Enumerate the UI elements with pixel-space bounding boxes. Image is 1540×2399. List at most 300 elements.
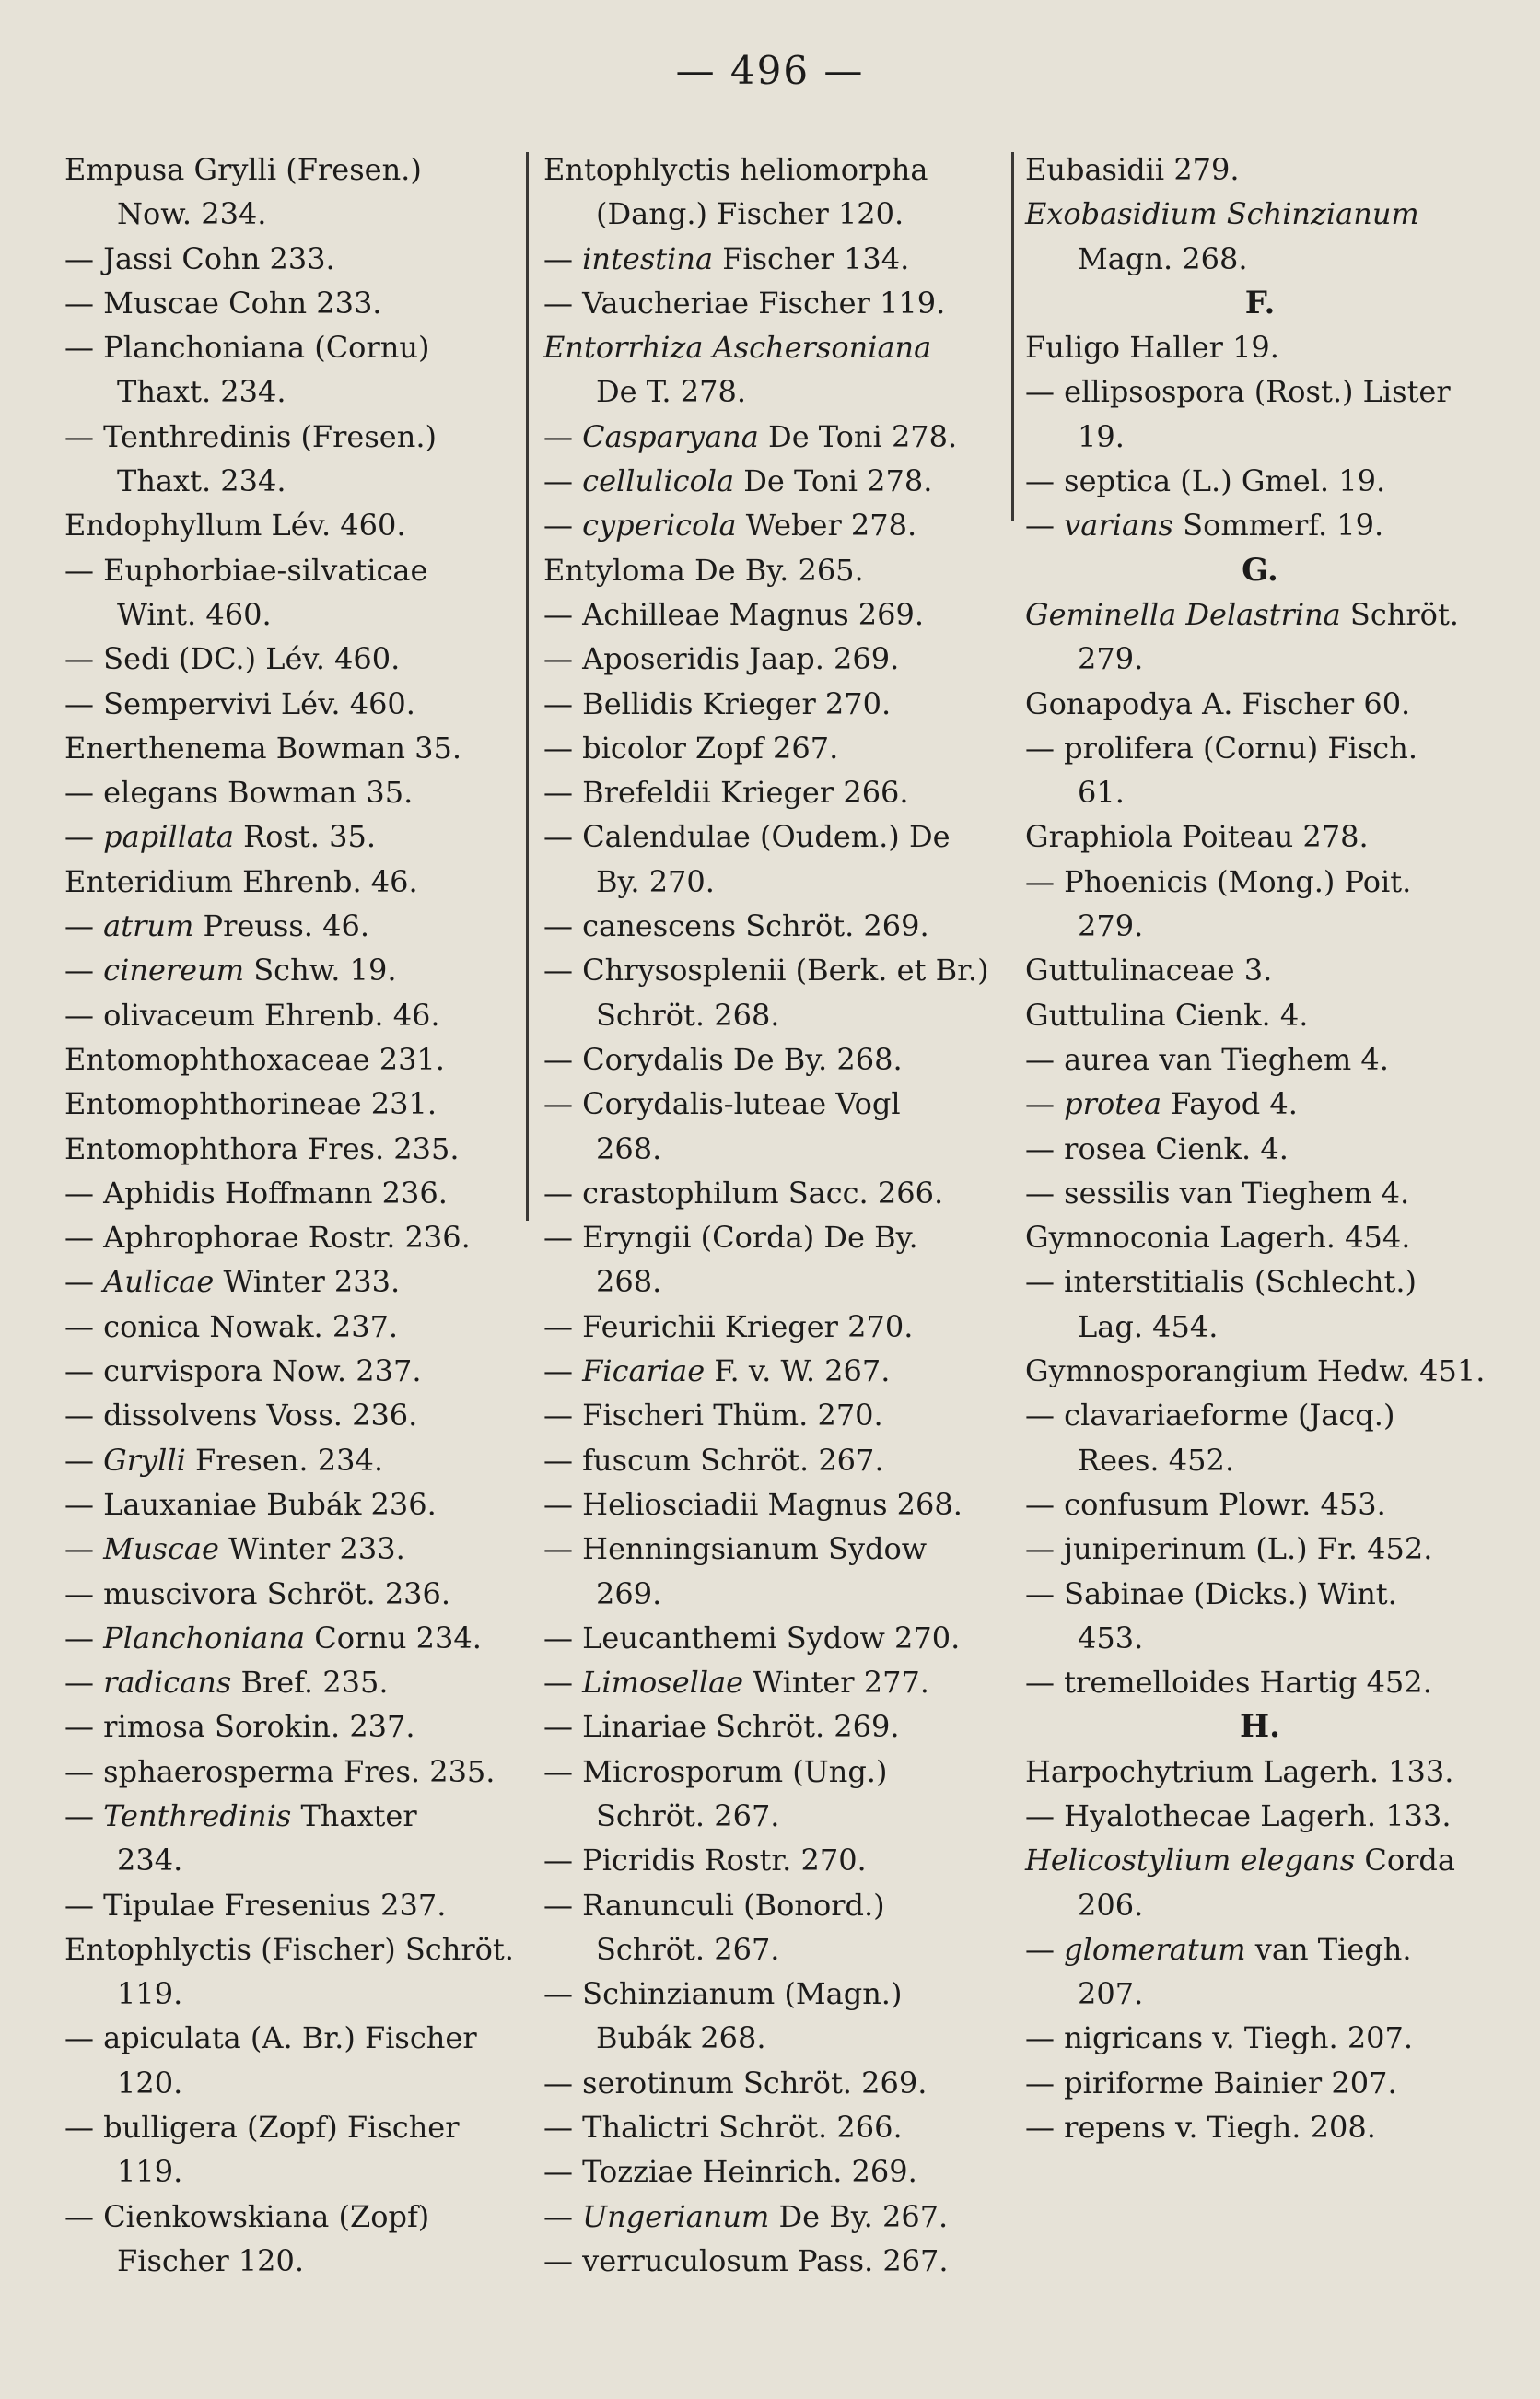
italic-name: glomeratum <box>1064 1931 1246 1967</box>
index-entry <box>543 814 1004 859</box>
entry-text: — Bellidis Krieger 270. <box>543 685 892 721</box>
entry-text: Corda <box>1355 1843 1455 1878</box>
index-entry <box>64 1349 516 1393</box>
entry-text: — bicolor Zopf 267. <box>543 730 839 766</box>
entry-text: — Chrysosplenii (Berk. et Br.) <box>543 953 989 989</box>
index-entry <box>1025 948 1495 992</box>
italic-name: Tenthredinis <box>103 1797 292 1833</box>
index-entry <box>64 237 516 281</box>
index-entry <box>64 503 516 547</box>
index-entry <box>64 637 516 681</box>
entry-text: — <box>543 508 583 544</box>
index-entry <box>543 1972 1004 2016</box>
entry-text: Winter 233. <box>214 1264 401 1300</box>
italic-name: papillata <box>103 819 234 855</box>
entry-text: — muscivora Schröt. 236. <box>64 1575 451 1611</box>
index-entry <box>1025 592 1495 637</box>
index-entry <box>1025 1127 1495 1171</box>
section-letter: H. <box>1240 1708 1280 1746</box>
index-entry <box>1025 1171 1495 1215</box>
index-entry <box>64 1616 516 1660</box>
index-entry-continuation <box>1025 637 1495 681</box>
entry-text: 120. <box>117 2065 183 2101</box>
index-entry <box>1025 814 1495 859</box>
entry-text: Graphiola Poiteau 278. <box>1025 819 1369 855</box>
italic-name: atrum <box>103 908 194 944</box>
index-entry <box>1025 1349 1495 1393</box>
entry-text: — <box>64 819 104 855</box>
index-entry <box>64 860 516 904</box>
index-entry <box>64 2194 516 2239</box>
entry-text: 207. <box>1078 1976 1144 2012</box>
entry-text: De By. 267. <box>769 2198 949 2234</box>
entry-text: Preuss. 46. <box>193 908 369 944</box>
index-entry <box>543 1171 1004 1215</box>
index-entry <box>1025 369 1495 414</box>
entry-text: Guttulinaceae 3. <box>1025 953 1273 989</box>
index-entry <box>1025 147 1495 192</box>
index-entry <box>64 1704 516 1749</box>
index-entry <box>543 237 1004 281</box>
entry-text: 234. <box>117 1843 183 1878</box>
index-entry <box>1025 1215 1495 1259</box>
index-entry <box>543 503 1004 547</box>
italic-name: Exobasidium Schinzianum <box>1025 196 1419 232</box>
entry-text: — Euphorbiae-silvaticae <box>64 552 428 588</box>
entry-text: Gymnoconia Lagerh. 454. <box>1025 1220 1411 1256</box>
index-entry <box>64 726 516 770</box>
index-entry-continuation <box>64 1838 516 1882</box>
index-entry <box>543 682 1004 726</box>
entry-text: Wint. 460. <box>117 596 272 632</box>
index-entry <box>64 1750 516 1794</box>
entry-text: — Thalictri Schröt. 266. <box>543 2110 903 2146</box>
entry-text: — Aposeridis Jaap. 269. <box>543 641 900 677</box>
entry-text: De Toni 278. <box>758 418 958 454</box>
entry-text: Harpochytrium Lagerh. 133. <box>1025 1753 1454 1789</box>
index-entry <box>543 2194 1004 2239</box>
entry-text: 119. <box>117 1976 183 2012</box>
index-entry <box>543 904 1004 948</box>
index-entry <box>64 1438 516 1482</box>
index-entry-continuation <box>64 592 516 637</box>
entry-text: — elegans Bowman 35. <box>64 775 414 811</box>
entry-text: Gymnosporangium Hedw. 451. <box>1025 1353 1486 1389</box>
index-entry <box>543 592 1004 637</box>
entry-text: — verruculosum Pass. 267. <box>543 2242 949 2278</box>
index-entry <box>64 1215 516 1259</box>
index-entry-continuation <box>543 192 1004 236</box>
index-entry-continuation <box>1025 415 1495 459</box>
italic-name: protea <box>1064 1086 1162 1122</box>
index-entry-continuation <box>543 1127 1004 1171</box>
index-entry <box>543 1750 1004 1794</box>
index-entry <box>64 814 516 859</box>
entry-text: Fischer 134. <box>713 240 910 276</box>
index-entry <box>64 1305 516 1349</box>
italic-name: Aulicae <box>103 1264 215 1300</box>
entry-text: — serotinum Schröt. 269. <box>543 2065 928 2101</box>
entry-text: — Hyalothecae Lagerh. 133. <box>1025 1797 1452 1833</box>
index-entry <box>64 1883 516 1927</box>
index-entry <box>543 1883 1004 1927</box>
entry-text: — <box>1025 1086 1065 1122</box>
index-entry <box>1025 503 1495 547</box>
index-entry-continuation <box>64 2149 516 2194</box>
entry-text: — Calendulae (Oudem.) De <box>543 819 951 855</box>
entry-text: 206. <box>1078 1887 1144 1923</box>
entry-text: — crastophilum Sacc. 266. <box>543 1175 944 1211</box>
index-entry <box>543 1660 1004 1704</box>
entry-text: — Tipulae Fresenius 237. <box>64 1887 447 1923</box>
entry-text: — Achilleae Magnus 269. <box>543 596 925 632</box>
entry-text: Guttulina Cienk. 4. <box>1025 997 1309 1033</box>
italic-name: Planchoniana <box>103 1620 306 1656</box>
index-entry <box>1025 325 1495 369</box>
entry-text: Empusa Grylli (Fresen.) <box>64 152 422 187</box>
index-entry <box>64 1082 516 1126</box>
index-entry <box>64 1927 516 1972</box>
entry-text: (Dang.) Fischer 120. <box>596 196 904 232</box>
entry-text: — olivaceum Ehrenb. 46. <box>64 997 440 1033</box>
entry-text: — sessilis van Tieghem 4. <box>1025 1175 1410 1211</box>
italic-name: Grylli <box>103 1442 186 1478</box>
index-entry <box>543 1082 1004 1126</box>
entry-text: — bulligera (Zopf) Fischer <box>64 2110 460 2146</box>
entry-text: Fayod 4. <box>1161 1086 1298 1122</box>
index-column-3 <box>1025 147 1495 2149</box>
entry-text: By. 270. <box>596 863 715 899</box>
index-entry <box>543 2061 1004 2105</box>
entry-text: 268. <box>596 1130 662 1166</box>
index-entry <box>1025 459 1495 503</box>
entry-text: 119. <box>117 2154 183 2190</box>
index-entry <box>543 548 1004 592</box>
entry-text: — Corydalis De By. 268. <box>543 1041 903 1077</box>
entry-text: 61. <box>1078 775 1125 811</box>
entry-text: — Brefeldii Krieger 266. <box>543 775 909 811</box>
index-entry <box>1025 860 1495 904</box>
index-entry <box>1025 1572 1495 1616</box>
index-entry <box>543 1482 1004 1527</box>
entry-text: — interstitialis (Schlecht.) <box>1025 1264 1418 1300</box>
index-entry-continuation <box>64 2061 516 2105</box>
entry-text: Rees. 452. <box>1078 1442 1234 1478</box>
entry-text: — apiculata (A. Br.) Fischer <box>64 2020 477 2056</box>
entry-text: — <box>64 1531 104 1567</box>
index-entry-continuation <box>1025 770 1495 814</box>
index-entry <box>1025 2016 1495 2060</box>
entry-text: — repens v. Tiegh. 208. <box>1025 2110 1376 2146</box>
entry-text: Winter 277. <box>743 1665 929 1701</box>
entry-text: — <box>64 1264 104 1300</box>
index-entry-continuation <box>64 1972 516 2016</box>
entry-text: Endophyllum Lév. 460. <box>64 508 406 544</box>
index-entry <box>1025 192 1495 236</box>
index-entry-continuation <box>543 860 1004 904</box>
italic-name: Casparyana <box>582 418 759 454</box>
index-entry-continuation <box>543 993 1004 1037</box>
entry-text: — sphaerosperma Fres. 235. <box>64 1753 496 1789</box>
index-entry <box>543 1393 1004 1437</box>
italic-name: Muscae <box>103 1531 219 1567</box>
index-entry <box>1025 1037 1495 1082</box>
entry-text: — dissolvens Voss. 236. <box>64 1398 418 1434</box>
index-entry-continuation <box>543 2016 1004 2060</box>
entry-text: — Henningsianum Sydow <box>543 1531 928 1567</box>
section-letter: G. <box>1242 551 1278 589</box>
entry-text: van Tiegh. <box>1245 1931 1412 1967</box>
entry-text: Eubasidii 279. <box>1025 152 1240 187</box>
entry-text: — <box>64 953 104 989</box>
index-entry <box>64 548 516 592</box>
entry-text: — fuscum Schröt. 267. <box>543 1442 884 1478</box>
italic-name: Helicostylium elegans <box>1025 1843 1356 1878</box>
index-entry-continuation <box>64 369 516 414</box>
entry-text: — piriforme Bainier 207. <box>1025 2065 1397 2101</box>
index-entry <box>64 415 516 459</box>
index-entry <box>1025 1393 1495 1437</box>
index-entry <box>1025 1927 1495 1972</box>
index-column-2 <box>543 147 1004 2283</box>
entry-text: Weber 278. <box>736 508 917 544</box>
entry-text: — Jassi Cohn 233. <box>64 240 335 276</box>
index-entry <box>64 2016 516 2060</box>
index-entry <box>64 770 516 814</box>
entry-text: 19. <box>1078 418 1125 454</box>
index-entry <box>1025 993 1495 1037</box>
entry-text: Entomophthorineae 231. <box>64 1086 438 1122</box>
index-entry <box>64 1259 516 1304</box>
italic-name: cellulicola <box>582 463 735 499</box>
italic-name: intestina <box>582 240 714 276</box>
entry-text: — Linariae Schröt. 269. <box>543 1709 900 1745</box>
entry-text: Bubák 268. <box>596 2020 766 2056</box>
entry-text: — Ranunculi (Bonord.) <box>543 1887 885 1923</box>
entry-text: — Sempervivi Lév. 460. <box>64 685 415 721</box>
entry-text: — Planchoniana (Cornu) <box>64 330 430 366</box>
entry-text: — <box>543 463 583 499</box>
entry-text: — Aphidis Hoffmann 236. <box>64 1175 448 1211</box>
entry-text: — <box>64 1797 104 1833</box>
page-number: — 496 — <box>675 48 865 93</box>
index-entry <box>543 1349 1004 1393</box>
entry-text: — Tozziae Heinrich. 269. <box>543 2154 917 2190</box>
entry-text: — Fischeri Thüm. 270. <box>543 1398 883 1434</box>
index-entry <box>1025 1527 1495 1571</box>
index-entry <box>64 948 516 992</box>
entry-text: 453. <box>1078 1620 1144 1656</box>
entry-text: Rost. 35. <box>233 819 376 855</box>
index-entry <box>64 1527 516 1571</box>
entry-text: — confusum Plowr. 453. <box>1025 1486 1386 1522</box>
index-entry-continuation <box>543 1259 1004 1304</box>
entry-text: Fresen. 234. <box>185 1442 383 1478</box>
entry-text: Thaxt. 234. <box>117 463 286 499</box>
index-entry-continuation <box>1025 237 1495 281</box>
entry-text: Lag. 454. <box>1078 1308 1219 1344</box>
index-entry-continuation <box>543 1927 1004 1972</box>
entry-text: De T. 278. <box>596 374 746 410</box>
entry-text: Sommerf. 19. <box>1172 508 1384 544</box>
entry-text: Fischer 120. <box>117 2242 305 2278</box>
entry-text: Schw. 19. <box>244 953 397 989</box>
entry-text: — aurea van Tieghem 4. <box>1025 1041 1389 1077</box>
index-entry <box>64 1127 516 1171</box>
entry-text: — Sedi (DC.) Lév. 460. <box>64 641 401 677</box>
entry-text: — Picridis Rostr. 270. <box>543 1843 867 1878</box>
entry-text: Magn. 268. <box>1078 240 1248 276</box>
entry-text: 279. <box>1078 908 1144 944</box>
entry-text: — septica (L.) Gmel. 19. <box>1025 463 1386 499</box>
index-entry-continuation <box>1025 1883 1495 1927</box>
entry-text: — Cienkowskiana (Zopf) <box>64 2198 430 2234</box>
entry-text: Thaxt. 234. <box>117 374 286 410</box>
entry-text: — rosea Cienk. 4. <box>1025 1130 1289 1166</box>
index-entry-continuation <box>64 2239 516 2283</box>
index-entry <box>64 147 516 192</box>
entry-text: — Eryngii (Corda) De By. <box>543 1220 918 1256</box>
entry-text: — <box>64 1665 104 1701</box>
index-entry <box>64 1572 516 1616</box>
entry-text: — curvispora Now. 237. <box>64 1353 422 1389</box>
entry-text: 279. <box>1078 641 1144 677</box>
entry-text: — Tenthredinis (Fresen.) <box>64 418 437 454</box>
index-column-1 <box>64 147 516 2283</box>
index-entry <box>1025 1482 1495 1527</box>
italic-name: cypericola <box>582 508 737 544</box>
section-letter: F. <box>1244 284 1276 322</box>
index-entry <box>543 770 1004 814</box>
index-entry <box>1025 1838 1495 1882</box>
entry-text: — juniperinum (L.) Fr. 452. <box>1025 1531 1433 1567</box>
entry-text: — <box>64 1442 104 1478</box>
index-entry <box>64 904 516 948</box>
entry-text: — <box>64 1620 104 1656</box>
italic-name: Geminella Delastrina <box>1025 596 1341 632</box>
entry-text: — clavariaeforme (Jacq.) <box>1025 1398 1395 1434</box>
index-entry <box>543 2239 1004 2283</box>
entry-text: Fuligo Haller 19. <box>1025 330 1279 366</box>
index-entry-continuation <box>1025 1972 1495 2016</box>
index-entry-continuation <box>64 459 516 503</box>
index-entry <box>543 1616 1004 1660</box>
entry-text: — Vaucheriae Fischer 119. <box>543 285 946 321</box>
index-entry <box>1025 1660 1495 1704</box>
index-entry-continuation <box>1025 1305 1495 1349</box>
entry-text: De Toni 278. <box>734 463 933 499</box>
entry-text: F. v. W. 267. <box>705 1353 891 1389</box>
index-entry <box>543 147 1004 192</box>
entry-text: — Sabinae (Dicks.) Wint. <box>1025 1575 1397 1611</box>
entry-text: — <box>543 1665 583 1701</box>
entry-text: Entophlyctis heliomorpha <box>543 152 928 187</box>
entry-text: Schröt. 268. <box>596 997 780 1033</box>
index-entry <box>1025 1082 1495 1126</box>
entry-text: Entyloma De By. 265. <box>543 552 864 588</box>
index-entry <box>1025 682 1495 726</box>
italic-name: Ficariae <box>582 1353 706 1389</box>
index-entry <box>1025 1259 1495 1304</box>
index-entry <box>543 1037 1004 1082</box>
index-entry-continuation <box>543 369 1004 414</box>
entry-text: Schröt. <box>1340 596 1459 632</box>
column-divider <box>1011 152 1014 521</box>
index-entry <box>543 2105 1004 2149</box>
entry-text: — tremelloides Hartig 452. <box>1025 1665 1432 1701</box>
entry-text: — <box>543 1353 583 1389</box>
entry-text: — <box>543 240 583 276</box>
entry-text: Winter 233. <box>218 1531 405 1567</box>
entry-text: — Heliosciadii Magnus 268. <box>543 1486 962 1522</box>
index-entry <box>543 2149 1004 2194</box>
index-entry <box>1025 1750 1495 1794</box>
index-entry <box>543 1438 1004 1482</box>
index-entry-continuation <box>1025 1438 1495 1482</box>
index-entry <box>64 1794 516 1838</box>
entry-text: Gonapodya A. Fischer 60. <box>1025 685 1411 721</box>
entry-text: Schröt. 267. <box>596 1797 780 1833</box>
entry-text: Enteridium Ehrenb. 46. <box>64 863 418 899</box>
index-entry-continuation <box>543 1794 1004 1838</box>
index-entry <box>543 726 1004 770</box>
entry-text: Bref. 235. <box>231 1665 389 1701</box>
entry-text: 269. <box>596 1575 662 1611</box>
column-divider <box>526 152 529 1221</box>
entry-text: — rimosa Sorokin. 237. <box>64 1709 415 1745</box>
entry-text: — Feurichii Krieger 270. <box>543 1308 914 1344</box>
entry-text: — Lauxaniae Bubák 236. <box>64 1486 437 1522</box>
entry-text: — Corydalis-luteae Vogl <box>543 1086 901 1122</box>
index-entry <box>543 1838 1004 1882</box>
entry-text: — nigricans v. Tiegh. 207. <box>1025 2020 1414 2056</box>
index-entry <box>64 2105 516 2149</box>
entry-text: 268. <box>596 1264 662 1300</box>
index-entry-continuation <box>64 192 516 236</box>
entry-text: Now. 234. <box>117 196 267 232</box>
index-entry <box>543 325 1004 369</box>
index-entry <box>543 459 1004 503</box>
entry-text: — conica Nowak. 237. <box>64 1308 399 1344</box>
italic-name: cinereum <box>103 953 245 989</box>
entry-text: Cornu 234. <box>305 1620 482 1656</box>
entry-text: — prolifera (Cornu) Fisch. <box>1025 730 1418 766</box>
index-entry <box>543 637 1004 681</box>
index-entry <box>1025 1794 1495 1838</box>
index-entry <box>543 1305 1004 1349</box>
entry-text: Entomophthoxaceae 231. <box>64 1041 445 1077</box>
entry-text: — Phoenicis (Mong.) Poit. <box>1025 863 1412 899</box>
index-entry <box>543 415 1004 459</box>
entry-text: Entophlyctis (Fischer) Schröt. <box>64 1931 514 1967</box>
index-entry <box>543 1704 1004 1749</box>
entry-text: — <box>543 2198 583 2234</box>
entry-text: — <box>1025 1931 1065 1967</box>
entry-text: Schröt. 267. <box>596 1931 780 1967</box>
index-entry <box>64 1393 516 1437</box>
entry-text: — Microsporum (Ung.) <box>543 1753 888 1789</box>
index-entry <box>543 1527 1004 1571</box>
entry-text: — Leucanthemi Sydow 270. <box>543 1620 961 1656</box>
index-entry <box>64 1171 516 1215</box>
index-entry-continuation <box>1025 1616 1495 1660</box>
index-entry <box>64 993 516 1037</box>
index-entry <box>64 1037 516 1082</box>
italic-name: Ungerianum <box>582 2198 770 2234</box>
index-entry <box>64 682 516 726</box>
entry-text: — <box>64 908 104 944</box>
entry-text: — ellipsospora (Rost.) Lister <box>1025 374 1451 410</box>
